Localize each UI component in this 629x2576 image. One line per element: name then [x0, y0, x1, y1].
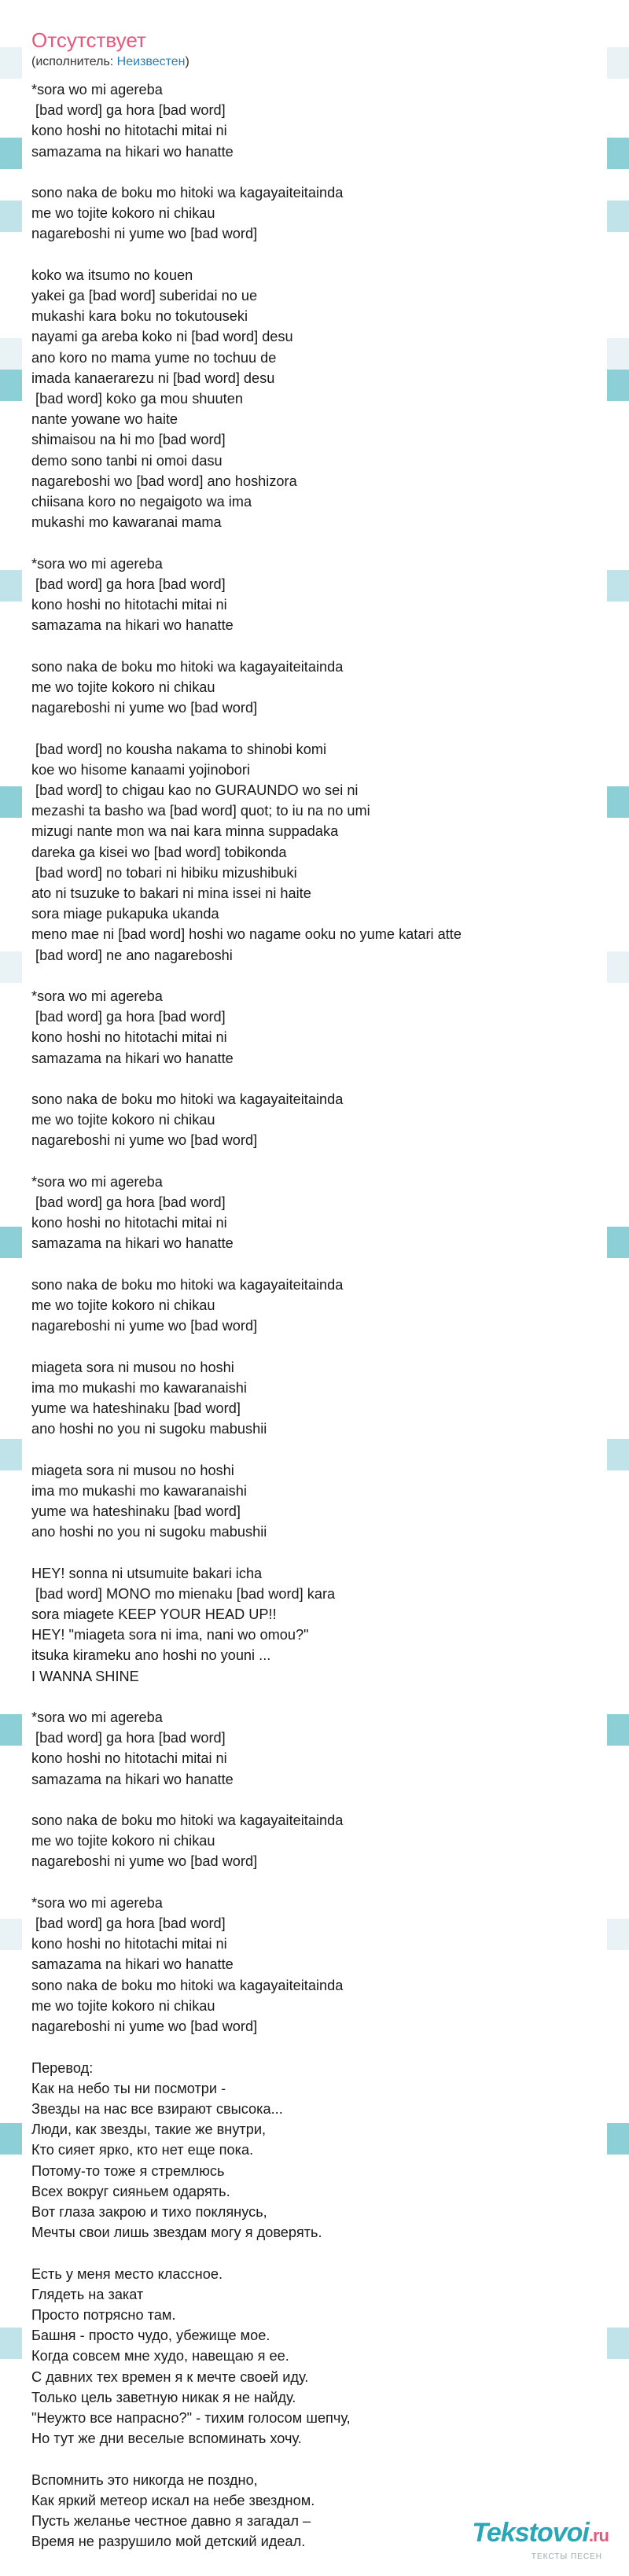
logo-suffix: .ru — [588, 2526, 609, 2545]
performer-prefix: (исполнитель: — [31, 55, 117, 68]
performer-suffix: ) — [185, 55, 189, 68]
logo-tagline: ТЕКСТЫ ПЕСЕН — [531, 2552, 602, 2561]
page-title: Отсутствует — [31, 28, 146, 52]
performer-line — [31, 55, 189, 69]
artist-link[interactable]: Неизвестен — [116, 55, 186, 68]
site-logo[interactable] — [472, 2518, 609, 2548]
lyrics-text: *sora wo mi agereba [bad word] ga hora [bad word] kono hoshi no hitotachi mitai ni samazama na hikari wo hanatte sono naka de boku mo hitoki wa kagayaiteitainda me wo tojite kokoro ni chikau nagareboshi ni yume wo [bad word] koko wa itsumo no kouen yakei ga [bad word] suberidai no ue mukashi kara boku no tokutouseki nayami ga areba koko ni [bad word] desu ano koro no mama yume no tochuu de imada kanaerarezu ni [bad word] desu [bad word] koko ga mou shuuten nante yowane wo haite shimaisou na hi mo [bad word] demo sono tanbi ni omoi dasu nagareboshi wo [bad word] ano hoshizora chiisana koro no negaigoto wa ima mukashi mo kawaranai mama *sora wo mi agereba [bad word] ga hora [bad word] kono hoshi no hitotachi mitai ni samazama na hikari wo hanatte sono naka de boku mo hitoki wa kagayaiteitainda me wo tojite kokoro ni chikau nagareboshi ni yume wo [bad word] [bad word] no kousha nakama to shinobi komi koe wo hisome kanaami yojinobori [bad word] to chigau kao no GURAUNDO wo sei ni mezashi ta basho wa [bad word] quot; to iu na no umi mizugi nante mon wa nai kara minna suppadaka dareka ga kisei wo [bad word] tobikonda [bad word] no tobari ni hibiku mizushibuki ato ni tsuzuke to bakari ni mina issei ni haite sora miage pukapuka ukanda meno mae ni [bad word] hoshi wo nagame ooku no yume katari atte [bad word] ne ano nagareboshi *sora wo mi agereba [bad word] ga hora [bad word] kono hoshi no hitotachi mitai ni samazama na hikari wo hanatte sono naka de boku mo hitoki wa kagayaiteitainda me wo tojite kokoro ni chikau nagareboshi ni yume wo [bad word] *sora wo mi agereba [bad word] ga hora [bad word] kono hoshi no hitotachi mitai ni samazama na hikari wo hanatte sono naka de boku mo hitoki wa kagayaiteitainda me wo tojite kokoro ni chikau nagareboshi ni yume wo [bad word] miageta sora ni musou no hoshi ima mo mukashi mo kawaranaishi yume wa hateshinaku [bad word] ano hoshi no you ni sugoku mabushii miageta sora ni musou no hoshi ima mo mukashi mo kawaranaishi yume wa hateshinaku [bad word] ano hoshi no you ni sugoku mabushii HEY! sonna ni utsumuite bakari icha [bad word] MONO mo mienaku [bad word] kara sora miagete KEEP YOUR HEAD UP!! HEY! "miageta sora ni ima, nani wo omou?" itsuka kirameku ano hoshi no youni ... I WANNA SHINE *sora wo mi agereba [bad word] ga hora [bad word] kono hoshi no hitotachi mitai ni samazama na hikari wo hanatte sono naka de boku mo hitoki wa kagayaiteitainda me wo tojite kokoro ni chikau nagareboshi ni yume wo [bad word] *sora wo mi agereba [bad word] ga hora [bad word] kono hoshi no hitotachi mitai ni samazama na hikari wo hanatte sono naka de boku mo hitoki wa kagayaiteitainda me wo tojite kokoro ni chikau nagareboshi ni yume wo [bad word] Перевод: Как на небо ты ни посмотри - Звезды на нас все взирают свысока... Люди, как звезды, такие же внутри, Кто сияет ярко, кто нет еще пока. Потому-то тоже я стремлюсь Всех вокруг сияньем одарять. Вот глаза закрою и тихо поклянусь, Мечты свои лишь звездам могу я доверять. Есть у меня место классное. Глядеть на закат Просто потрясно там. Башня - просто чудо, убежище мое. Когда совсем мне худо, навещаю я ее. С давних тех времен я к мечте своей иду. Только цель заветную никак я не найду. "Неужто все напрасно?" - тихим голосом шепчу, Но тут же дни веселые вспоминать хочу. Вспомнить это никогда не поздно, Как яркий метеор искал на небе звездном. Пусть желанье честное давно я загадал – Время не разрушило мой детский идеал. — [31, 82, 462, 2550]
logo-text: Tekstovoi — [472, 2518, 589, 2548]
